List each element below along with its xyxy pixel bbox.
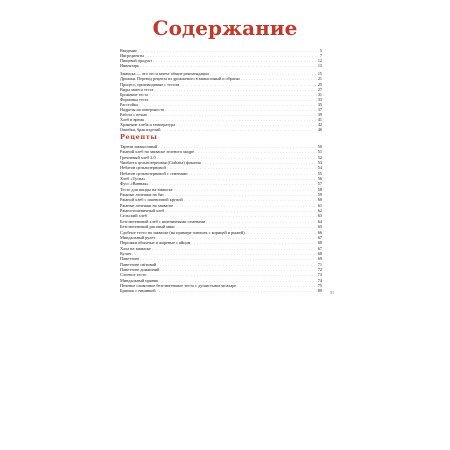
toc-entry-page: 15	[317, 71, 322, 77]
toc-entry-title: Ржано-пшеничный хлеб	[120, 208, 165, 214]
toc-entry-title: Панеттоне	[120, 256, 140, 262]
toc-entry	[120, 63, 322, 68]
toc-entry-title: Безглютеновый хлеб с пшеничными семенами	[120, 218, 206, 224]
toc-entry-title: Панеттоне світовий	[120, 261, 157, 267]
toc-entry-page: 13	[317, 63, 322, 69]
toc-leader-dots	[162, 127, 317, 132]
toc-entry-page: 50	[317, 144, 322, 149]
toc-entry-page: 80	[317, 288, 322, 294]
toc-entry-page: 5	[319, 48, 322, 53]
toc-entry-title: Чиабатта цельнозерновая (Ciabatta) фокачча	[120, 160, 201, 166]
toc-entry-page: 59	[317, 192, 322, 198]
toc-entry-page: 65	[317, 224, 322, 230]
toc-entry-page: 67	[317, 245, 322, 251]
recipes-heading: Рецепты	[120, 133, 158, 141]
toc-entry-page: 62	[317, 208, 322, 214]
toc-entry-title: Хала на закваске	[120, 245, 151, 251]
toc-entry-title: Инвентарь	[120, 63, 140, 69]
toc-entry-title: Пищевой продукт	[120, 58, 153, 64]
toc-entry-title: Гречневый хлеб 2.0	[120, 154, 156, 160]
toc-entry-page: 54	[317, 165, 322, 171]
toc-entry-title: Процесс, производимые с тестом	[120, 81, 180, 87]
toc-entry-page: 55	[317, 170, 322, 176]
page-number: 51	[330, 290, 334, 295]
toc-entry-title: Виды замеса теста	[120, 86, 154, 92]
toc-entry-title: Надрезы на поверхности	[120, 107, 165, 113]
toc-entry-page: 74	[317, 277, 322, 283]
toc-entry-page: 42	[317, 122, 322, 128]
toc-entry-page: 67	[317, 234, 322, 240]
toc-leader-dots	[157, 288, 317, 293]
toc-entry-title: Хлеб и время	[120, 117, 144, 123]
toc-entry-title: Тесто для пиццы на закваске	[120, 186, 173, 192]
toc-entry-title: Ржаные лепешки на закваске	[120, 202, 174, 208]
toc-entry-title: Дрожжи. Перевод рецепта из дрожжевого в заквасочный и обратно	[120, 76, 240, 82]
toc-entry	[120, 127, 322, 132]
toc-entry-page: 57	[317, 181, 322, 187]
toc-entry-title: Закваска — что это и зачем: общие рекомендации	[120, 71, 209, 77]
toc-entry-title: Сельский хлеб	[120, 213, 147, 219]
toc-entry-page: 61	[317, 202, 322, 208]
toc-entry-title: Тартин заквасочный	[120, 144, 158, 149]
toc-entry-page: 75	[317, 282, 322, 288]
toc-entry-title: Ошибки, брак изделий	[120, 127, 161, 133]
toc-entry-page: 69	[317, 256, 322, 262]
toc-entry-page: 63	[317, 213, 322, 219]
toc-entry-title: Безглютеновый рисовый микс	[120, 224, 176, 230]
toc-entry-page: 33	[317, 96, 322, 102]
toc-entry-title: Сдобное тесто на закваске (на примере плюшек с корицей и рыжей)	[120, 229, 245, 235]
toc-entry-page: 66	[317, 229, 322, 235]
toc-entry-page: 31	[317, 91, 322, 97]
toc-entry-page: 73	[317, 272, 322, 278]
toc-entry-title: Небатон цельнозерновой	[120, 165, 166, 171]
toc-entry-page: 56	[317, 176, 322, 182]
toc-intro-list	[120, 48, 322, 133]
toc-entry-title: Ржаной хлеб с пшеничной крупой	[120, 197, 183, 203]
toc-recipes-list	[120, 144, 322, 294]
toc-entry-title: Панеттоне домашний	[120, 266, 160, 272]
toc-entry-title: Миндальный пряник	[120, 277, 159, 283]
toc-entry-title: Введение	[120, 48, 137, 53]
toc-entry-title: Хранение хлеба и температура	[120, 122, 175, 128]
toc-entry-page: 64	[317, 218, 322, 224]
toc-entry-title: Небатон цельнозерновой с семенами	[120, 170, 188, 176]
toc-entry-title: Фусс «Винная»	[120, 181, 149, 187]
toc-entry-page: 27	[317, 86, 322, 92]
toc-entry-title: Ржаной хлеб на закваске зеленого мадре	[120, 149, 195, 155]
toc-entry-title: Хлеб «Тусна»	[120, 176, 146, 182]
toc-entry-page: 52	[317, 154, 322, 160]
page-title: Содержание	[152, 16, 298, 40]
toc-entry-page: 58	[317, 186, 322, 192]
toc-entry-title: Ржаные лепешки на бис	[120, 192, 165, 198]
toc-entry-page: 7	[319, 53, 322, 59]
toc-entry-page: 51	[317, 149, 322, 155]
toc-entry-title: Миндальный рулет	[120, 234, 156, 240]
toc-entry-page: 41	[317, 117, 322, 123]
toc-entry-page: 71	[317, 261, 322, 267]
toc-entry-title: Печенье сливочное безглютеновое тесто с душистыми засахаре	[120, 282, 237, 288]
toc-entry-page: 68	[317, 240, 322, 246]
toc-entry-page: 68	[317, 250, 322, 256]
toc-entry	[120, 288, 322, 293]
toc-entry-title: Формовка теста	[120, 96, 149, 102]
toc-entry-title: Бриошь с начинкой	[120, 288, 156, 294]
toc-leader-dots	[140, 63, 317, 68]
toc-entry-title: Слоеное тесто	[120, 272, 147, 278]
toc-entry-page: 60	[317, 197, 322, 203]
toc-entry-page: 12	[317, 58, 322, 64]
toc-entry-title: Ингредиенты	[120, 53, 144, 59]
toc-entry-title: Пирожки обычные и жареные с яйцом	[120, 240, 191, 246]
toc-entry-page: 25	[317, 81, 322, 87]
toc-entry-title: Работа с печью	[120, 112, 148, 118]
toc-entry-page: 21	[317, 76, 322, 82]
toc-entry-title: Расстойка	[120, 101, 138, 107]
toc-entry-page: 46	[317, 127, 322, 133]
toc-entry-page: 37	[317, 107, 322, 113]
toc-entry-title: Кулич	[120, 250, 132, 256]
toc-entry-page: 35	[317, 101, 322, 107]
toc-entry-page: 72	[317, 266, 322, 272]
toc-entry-title: Брожение теста	[120, 91, 148, 97]
toc-entry-page: 39	[317, 112, 322, 118]
toc-entry-page: 53	[317, 160, 322, 166]
